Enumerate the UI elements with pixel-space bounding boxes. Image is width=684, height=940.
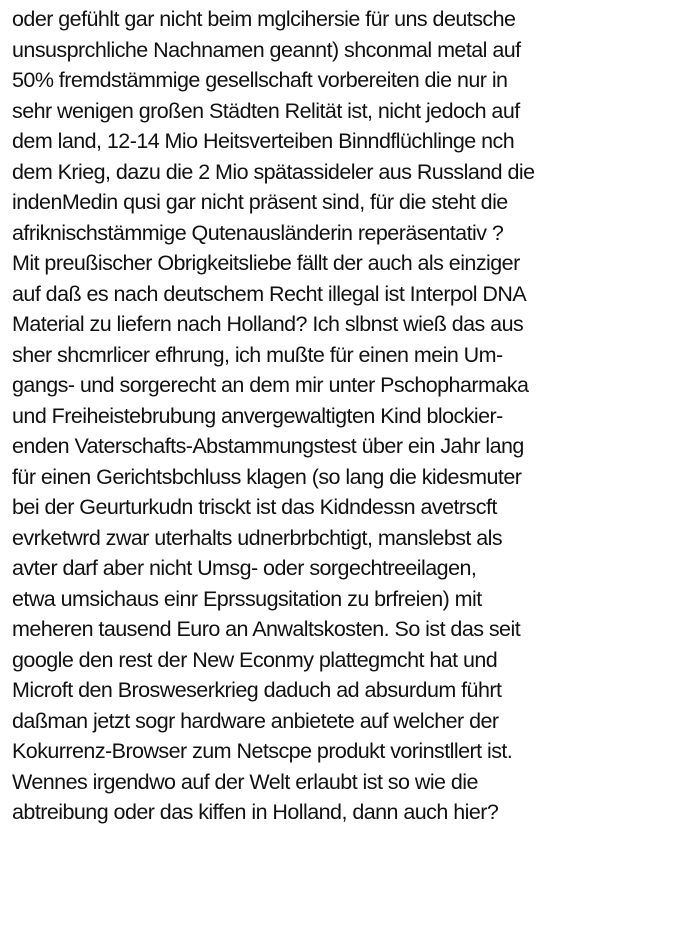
text-line: etwa umsichaus einr Eprssugsitation zu brfreien) mit	[12, 586, 482, 611]
text-line: gangs- und sorgerecht an dem mir unter Pschopharmaka	[12, 373, 529, 397]
text-line: Mit preußischer Obrigkeitsliebe fällt der auch als einziger	[12, 251, 520, 275]
text-line: Material zu liefern nach Holland? Ich slbnst wieß das aus	[12, 312, 524, 336]
text-line: auf daß es nach deutschem Recht illegal ist Interpol DNA	[12, 281, 527, 306]
text-line: meheren tausend Euro an Anwaltskosten. So ist das seit	[12, 617, 521, 641]
text-line: Microft den Brosweserkrieg daduch ad absurdum führt	[12, 678, 502, 702]
text-line: avter darf aber nicht Umsg- oder sorgechtreeilagen,	[12, 556, 477, 580]
body-text	[12, 4, 680, 828]
text-line: afriknischstämmige Qutenausländerin reperäsentativ ?	[12, 220, 504, 245]
text-line: evrketwrd zwar uterhalts udnerbrbchtigt, manslebst als	[12, 525, 503, 550]
text-line: abtreibung oder das kiffen in Holland, dann auch hier?	[12, 800, 499, 824]
text-line: dem land, 12-14 Mio Heitsverteiben Binndflüchlinge nch	[12, 129, 515, 153]
text-line: daßman jetzt sogr hardware anbietete auf welcher der	[12, 708, 499, 733]
text-line: Wennes irgendwo auf der Welt erlaubt ist so wie die	[12, 769, 478, 794]
text-line: google den rest der New Econmy plattegmcht hat und	[12, 647, 498, 672]
text-line: und Freiheistebrubung anvergewaltigten Kind blockier-	[12, 403, 503, 428]
text-line: für einen Gerichtsbchluss klagen (so lang die kidesmuter	[12, 464, 522, 489]
text-line: unsusprchliche Nachnamen geannt) shconmal metal auf	[12, 37, 521, 62]
text-line: dem Krieg, dazu die 2 Mio spätassideler aus Russland die	[12, 159, 535, 184]
text-line: enden Vaterschafts-Abstammungstest über ein Jahr lang	[12, 434, 524, 458]
text-line: oder gefühlt gar nicht beim mglcihersie für uns deutsche	[12, 7, 516, 31]
text-line: indenMedin qusi gar nicht präsent sind, für die steht die	[12, 190, 508, 214]
text-line: sehr wenigen großen Städten Relität ist, nicht jedoch auf	[12, 98, 520, 123]
text-line: Kokurrenz-Browser zum Netscpe produkt vorinstllert ist.	[12, 739, 513, 763]
text-line: 50% fremdstämmige gesellschaft vorbereiten die nur in	[12, 68, 508, 92]
text-line: bei der Geurturkudn trisckt ist das Kidndessn avetrscft	[12, 495, 497, 519]
text-line: sher shcmrlicer efhrung, ich mußte für einen mein Um-	[12, 342, 503, 367]
